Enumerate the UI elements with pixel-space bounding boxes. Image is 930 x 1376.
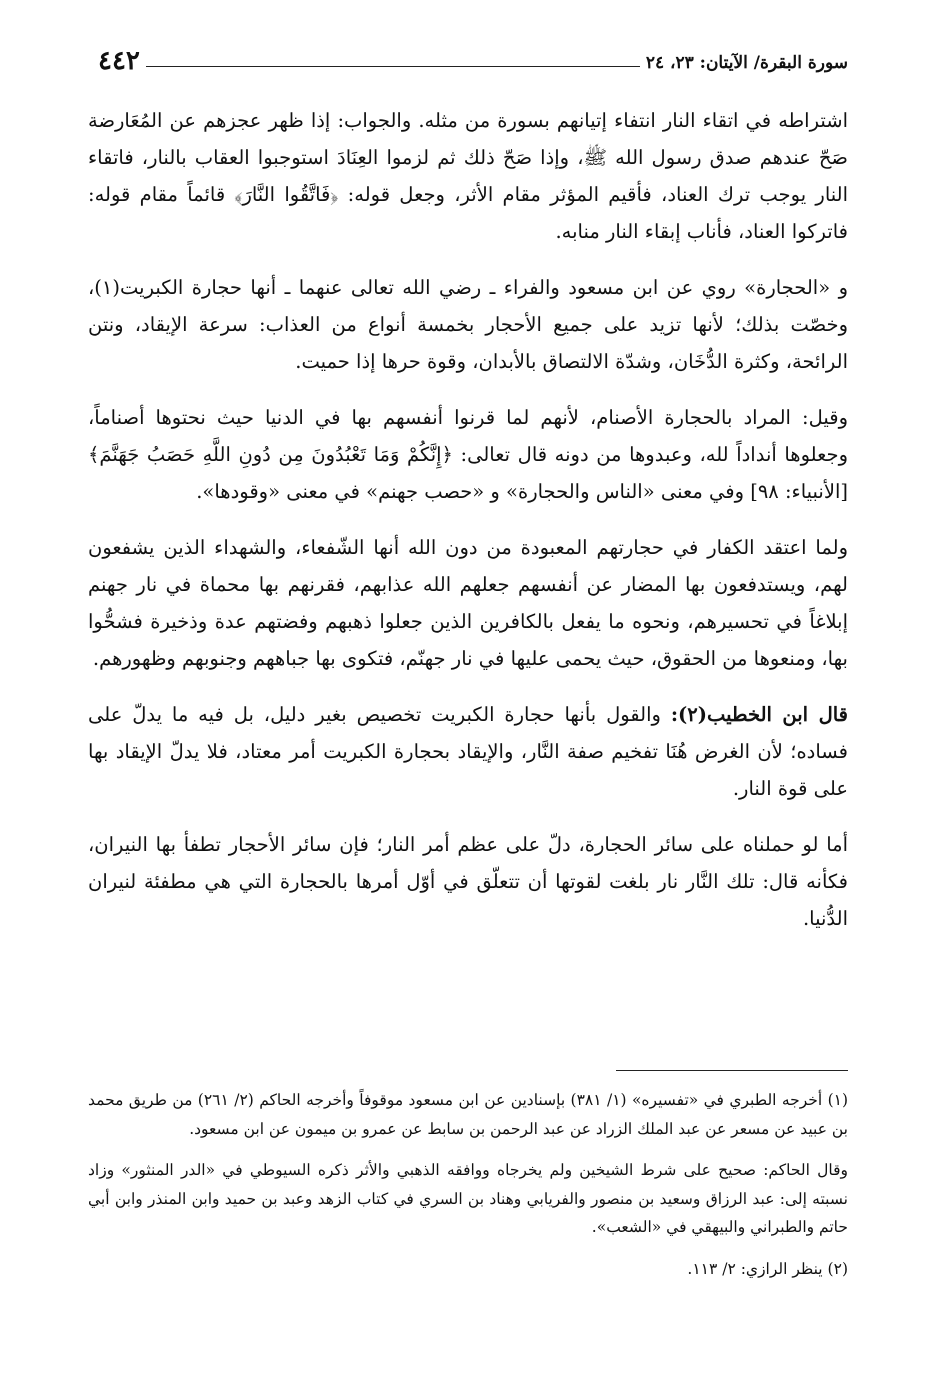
header-rule (146, 66, 640, 67)
paragraph-2: و «الحجارة» روي عن ابن مسعود والفراء ـ رضي الله تعالى عنهما ـ أنها حجارة الكبريت(١)، وخصّت بذلك؛ لأنها تزيد على جميع الأحجار بخمسة أنواع من العذاب: سرعة الإيقاد، ونتن الرائحة، وكثرة الدُّخَان، وشدّة الالتصاق بالأبدان، وقوة حرها إذا حميت. (88, 276, 848, 373)
footnote-2: (٢) ينظر الرازي: ٢/ ١١٣. (687, 1259, 848, 1278)
footnotes (88, 1086, 848, 1283)
paragraph-6: أما لو حملناه على سائر الحجارة، دلّ على عظم أمر النار؛ فإن سائر الأحجار تطفأ بها النيران، فكأنه قال: تلك النَّار نار بلغت لقوتها أن تتعلّق في أوّل أمرها بالحجارة التي هي مطفئة لنيران الدُّنيا. (88, 833, 848, 930)
footnote-separator (616, 1070, 848, 1071)
paragraph-3: وقيل: المراد بالحجارة الأصنام، لأنهم لما قرنوا أنفسهم بها في الدنيا حيث نحتوها أصناماً، وجعلوها أنداداً لله، وعبدوها من دونه قال تعالى: ﴿إِنَّكُمْ وَمَا تَعْبُدُونَ مِن دُونِ اللَّهِ حَصَبُ جَهَنَّمَ﴾ [الأنبياء: ٩٨] وفي معنى «الناس والحجارة» و «حصب جهنم» في معنى «وقودها». (88, 406, 848, 503)
footnote-1: (١) أخرجه الطبري في «تفسيره» (١/ ٣٨١) بإسنادين عن ابن مسعود موقوفاً وأخرجه الحاكم (٢/ ٢٦١) من طريق محمد بن عبيد عن مسعر عن عبد الملك الزراد عن عبد الرحمن بن سابط عن عمرو بن ميمون عن ابن مسعود. (88, 1091, 849, 1138)
running-header (88, 38, 848, 74)
paragraph-1: اشتراطه في اتقاء النار انتفاء إتيانهم بسورة من مثله. والجواب: إذا ظهر عجزهم عن المُعَارضة صَحّ عندهم صدق رسول الله ﷺ، وإذا صَحّ ذلك ثم لزموا العِنَادَ استوجبوا العقاب بالنار، فاتقاء النار يوجب ترك العناد، فأقيم المؤثر مقام الأثر، وجعل قوله: ﴿فَاتَّقُوا النَّارَ﴾ قائماً مقام قوله: فاتركوا العناد، فأناب إبقاء النار منابه. (88, 109, 848, 243)
paragraph-4: ولما اعتقد الكفار في حجارتهم المعبودة من دون الله أنها الشّفعاء، والشهداء الذين يشفعون لهم، ويستدفعون بها المضار عن أنفسهم جعلهم الله عذابهم، فقرنهم بها محماة في نار جهنم إبلاغاً في تحسيرهم، ونحوه ما يفعل بالكافرين الذين جعلوا ذهبهم وفضتهم عدة وذخيرة فشحُّوا بها، ومنعوها من الحقوق، حيث يحمى عليها في نار جهنّم، فتكوى بها جباههم وجنوبهم وظهورهم. (88, 536, 848, 670)
running-title: سورة البقرة/ الآيتان: ٢٣، ٢٤ (645, 53, 848, 73)
footnote-1-continued: وقال الحاكم: صحيح على شرط الشيخين ولم يخرجاه ووافقه الذهبي والأثر ذكره السيوطي في «الدر المنثور» وزاد نسبته إلى: عبد الرزاق وسعيد بن منصور والفريابي وهناد بن السري في كتاب الزهد وعبد بن حميد وابن المنذر وابن أبي حاتم والطبراني والبيهقي في «الشعب». (88, 1161, 848, 1236)
page-number: ٤٤٢ (98, 46, 140, 76)
khatib-lead: قال ابن الخطيب(٢): (670, 703, 848, 726)
paragraph-5 (88, 696, 848, 807)
khatib-text: والقول بأنها حجارة الكبريت تخصيص بغير دليل، بل فيه ما يدلّ على فساده؛ لأن الغرض هُنَا تفخيم صفة النَّار، والإيقاد بحجارة الكبريت أمر معتاد، فلا يدلّ الإيقاد بها على قوة النار. (88, 703, 848, 800)
main-text (88, 102, 848, 937)
